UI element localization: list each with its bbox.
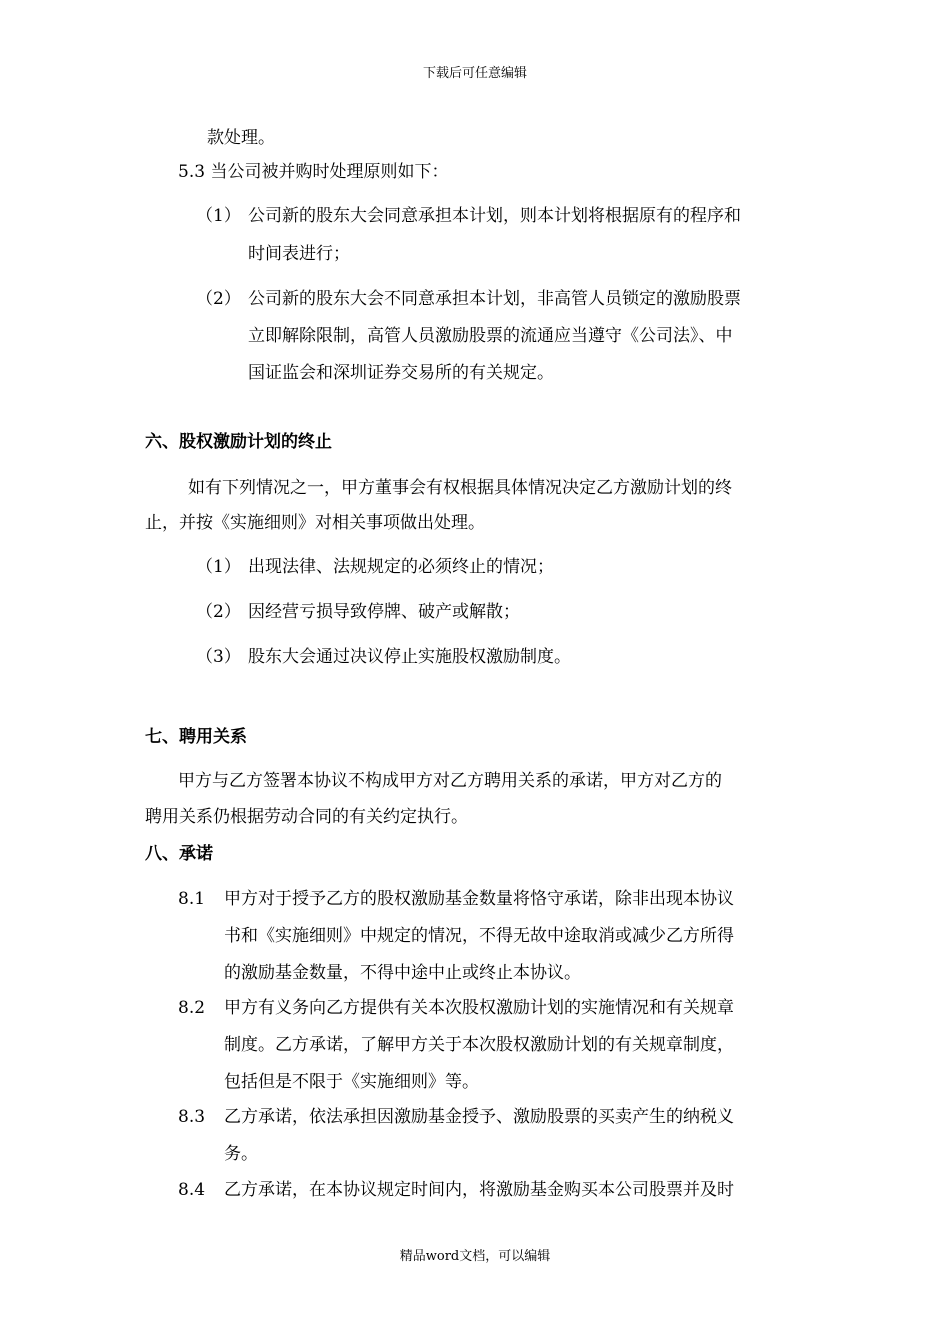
list-item-text: 股东大会通过决议停止实施股权激励制度。 xyxy=(248,647,571,667)
clause-number: 8.3 xyxy=(178,1107,206,1127)
list-marker: （1） xyxy=(196,206,241,226)
list-item-text: 时间表进行； xyxy=(248,244,350,264)
clause-number: 8.2 xyxy=(178,998,206,1018)
clause-text: 的激励基金数量，不得中途中止或终止本协议。 xyxy=(224,963,581,983)
list-marker: （2） xyxy=(196,602,241,622)
clause-text: 乙方承诺，在本协议规定时间内，将激励基金购买本公司股票并及时 xyxy=(224,1180,734,1200)
list-item-text: 出现法律、法规规定的必须终止的情况； xyxy=(248,557,554,577)
clause-text: 乙方承诺，依法承担因激励基金授予、激励股票的买卖产生的纳税义 xyxy=(224,1107,734,1127)
clause-text: 甲方对于授予乙方的股权激励基金数量将恪守承诺，除非出现本协议 xyxy=(224,889,734,909)
paragraph-line: 止，并按《实施细则》对相关事项做出处理。 xyxy=(145,513,485,533)
clause-number: 8.4 xyxy=(178,1180,206,1200)
list-item-text: 立即解除限制，高管人员激励股票的流通应当遵守《公司法》、中 xyxy=(248,326,733,346)
clause-text: 甲方有义务向乙方提供有关本次股权激励计划的实施情况和有关规章 xyxy=(224,998,734,1018)
list-item-text: 公司新的股东大会同意承担本计划，则本计划将根据原有的程序和 xyxy=(248,206,741,226)
list-item-text: 国证监会和深圳证券交易所的有关规定。 xyxy=(248,363,554,383)
clause-text: 制度。乙方承诺，了解甲方关于本次股权激励计划的有关规章制度， xyxy=(224,1035,734,1055)
section-heading-6: 六、股权激励计划的终止 xyxy=(145,432,332,452)
paragraph-continuation: 款处理。 xyxy=(207,128,275,148)
list-marker: （3） xyxy=(196,647,241,667)
list-marker: （1） xyxy=(196,557,241,577)
section-heading-7: 七、聘用关系 xyxy=(145,727,247,747)
list-item-text: 公司新的股东大会不同意承担本计划，非高管人员锁定的激励股票 xyxy=(248,289,741,309)
paragraph-line: 如有下列情况之一，甲方董事会有权根据具体情况决定乙方激励计划的终 xyxy=(188,478,732,498)
page-header: 下载后可任意编辑 xyxy=(422,66,527,81)
clause-text: 书和《实施细则》中规定的情况，不得无故中途取消或减少乙方所得 xyxy=(224,926,734,946)
list-item-text: 因经营亏损导致停牌、破产或解散； xyxy=(248,602,520,622)
clause-text: 包括但是不限于《实施细则》等。 xyxy=(224,1072,479,1092)
clause-number: 8.1 xyxy=(178,889,206,909)
list-marker: （2） xyxy=(196,289,241,309)
page-footer: 精品word文档，可以编辑 xyxy=(399,1249,551,1264)
section-heading-8: 八、承诺 xyxy=(145,844,213,864)
clause-text: 务。 xyxy=(224,1144,258,1164)
paragraph-line: 聘用关系仍根据劳动合同的有关约定执行。 xyxy=(145,807,468,827)
paragraph-line: 甲方与乙方签署本协议不构成甲方对乙方聘用关系的承诺，甲方对乙方的 xyxy=(178,771,722,791)
clause-5-3: 5.3 当公司被并购时处理原则如下： xyxy=(178,162,449,182)
